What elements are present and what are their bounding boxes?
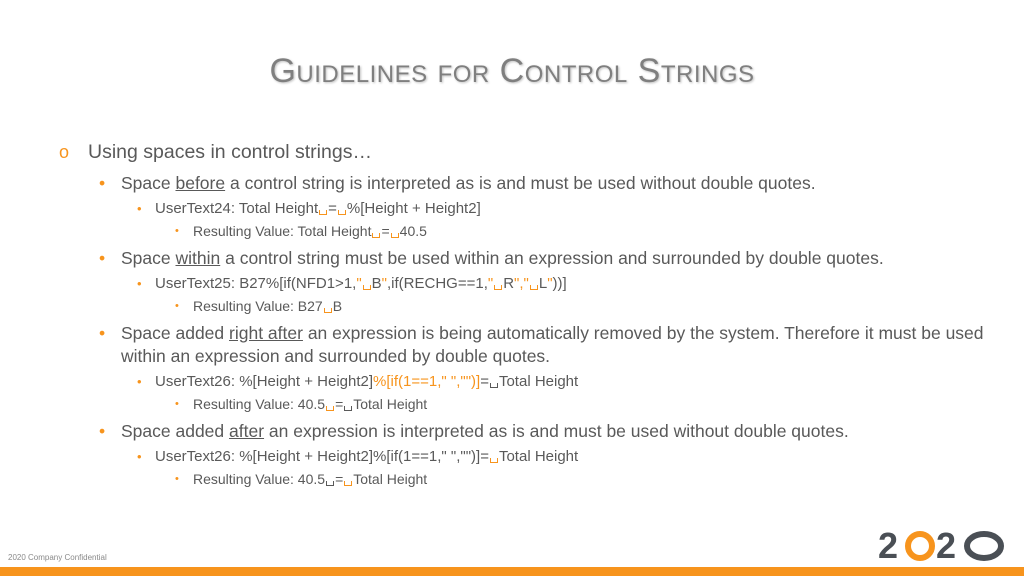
result-usertext26-a: • Resulting Value: 40.5 = Total Height	[175, 396, 428, 412]
slide-title: Guidelines for Control Strings	[269, 52, 755, 90]
bullet-level1	[58, 138, 998, 166]
slide-content	[58, 138, 998, 489]
underlined-term: right after	[229, 323, 303, 343]
company-logo	[878, 530, 1010, 560]
space-marker-icon	[326, 481, 334, 486]
dot-bullet-icon: •	[175, 398, 179, 410]
example-usertext24: • UserText24: Total Height = %[Height + Height2]	[137, 200, 481, 217]
confidential-footer: 2020 Company Confidential	[8, 553, 107, 562]
space-marker-icon	[344, 406, 352, 411]
dot-bullet-icon: •	[175, 300, 179, 312]
dot-bullet-icon: •	[99, 323, 106, 343]
svg-text:2: 2	[878, 529, 899, 561]
example-usertext26-a: • UserText26: %[Height + Height2]%[if(1==1," ","")]= Total Height	[137, 373, 579, 390]
result-usertext24: • Resulting Value: Total Height = 40.5	[175, 223, 427, 239]
space-marker-icon	[490, 458, 498, 463]
space-marker-icon	[326, 406, 334, 411]
space-marker-icon	[494, 285, 502, 290]
circle-bullet-icon: o	[59, 142, 70, 162]
dot-bullet-icon: •	[175, 473, 179, 485]
dot-bullet-icon: •	[99, 248, 106, 268]
space-marker-icon	[490, 383, 498, 388]
dot-bullet-icon: •	[99, 421, 106, 441]
example-usertext26-b: • UserText26: %[Height + Height2]%[if(1==1," ","")]= Total Height	[137, 448, 579, 465]
space-marker-icon	[324, 308, 332, 313]
bullet-space-right-after: • Space added right after an expression is being automatically removed by the system. Therefore it must be used within an expression and surrounded by double quotes.	[99, 323, 984, 366]
dot-bullet-icon: •	[137, 201, 142, 216]
dot-bullet-icon: •	[137, 449, 142, 464]
space-marker-icon	[391, 233, 399, 238]
space-marker-icon	[319, 210, 327, 215]
space-marker-icon	[363, 285, 371, 290]
bullet-space-before: • Space before a control string is interpreted as is and must be used without double quotes.	[99, 173, 816, 193]
dot-bullet-icon: •	[175, 225, 179, 237]
bullet-text: Using spaces in control strings…	[88, 141, 372, 163]
underlined-term: within	[175, 248, 221, 268]
dot-bullet-icon: •	[137, 276, 142, 291]
bullet-space-after: • Space added after an expression is interpreted as is and must be used without double quotes.	[99, 421, 849, 441]
example-usertext25: • UserText25: B27%[if(NFD1>1," B",if(RECHG==1," R"," L"))]	[137, 275, 567, 292]
space-marker-icon	[344, 481, 352, 486]
space-marker-icon	[338, 210, 346, 215]
space-marker-icon	[530, 285, 538, 290]
underlined-term: after	[229, 421, 265, 441]
logo-2020-icon	[878, 529, 1010, 561]
bullet-space-within: • Space within a control string must be used within an expression and surrounded by double quotes.	[99, 248, 884, 268]
underlined-term: before	[175, 173, 226, 193]
footer-accent-bar	[0, 567, 1024, 576]
svg-text:2: 2	[936, 529, 957, 561]
space-marker-icon	[372, 233, 380, 238]
dot-bullet-icon: •	[137, 374, 142, 389]
dot-bullet-icon: •	[99, 173, 106, 193]
result-usertext26-b: • Resulting Value: 40.5 = Total Height	[175, 471, 428, 487]
result-usertext25: • Resulting Value: B27 B	[175, 298, 343, 314]
